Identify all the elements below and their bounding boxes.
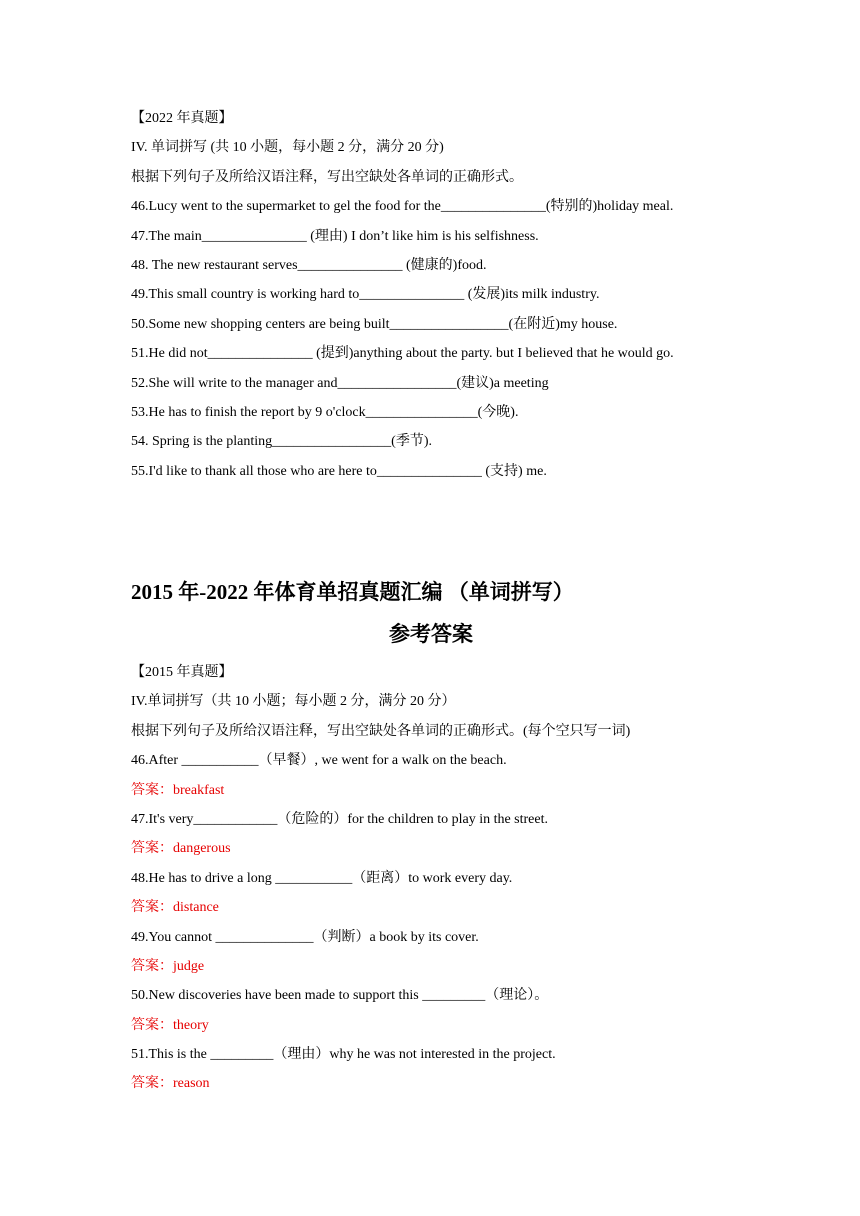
question-item: 48. The new restaurant serves_______________ (健康的)food. xyxy=(131,257,487,273)
instruction-text: 根据下列句子及所给汉语注释，写出空缺处各单词的正确形式。 xyxy=(131,169,523,185)
question-item: 48.He has to drive a long ___________（距离）to work every day. xyxy=(131,870,513,886)
answer-line: 答案：reason xyxy=(131,1076,210,1092)
answer-line: 答案：distance xyxy=(131,900,219,916)
document-subtitle: 参考答案 xyxy=(389,622,473,646)
question-item: 49.You cannot ______________（判断）a book by its cover. xyxy=(131,929,479,945)
answer-key-list xyxy=(131,658,831,1099)
question-item: 49.This small country is working hard to_______________ (发展)its milk industry. xyxy=(131,287,600,303)
answer-line: 答案：theory xyxy=(131,1017,209,1033)
question-item: 51.This is the _________（理由）why he was not interested in the project. xyxy=(131,1047,556,1063)
section-header: 【2015 年真题】 xyxy=(131,665,233,680)
answer-line: 答案：judge xyxy=(131,958,205,974)
part-heading: IV.单词拼写（共 10 小题；每小题 2 分，满分 20 分） xyxy=(131,694,456,710)
question-item: 52.She will write to the manager and_________________(建议)a meeting xyxy=(131,375,549,391)
question-item: 51.He did not_______________ (提到)anything about the party. but I believed that he would go. xyxy=(131,346,674,362)
question-item: 46.Lucy went to the supermarket to gel the food for the_______________(特别的)holiday meal. xyxy=(131,199,674,215)
answer-line: 答案：breakfast xyxy=(131,782,225,798)
answer-line: 答案：dangerous xyxy=(131,841,231,857)
question-item: 53.He has to finish the report by 9 o'clock________________(今晚). xyxy=(131,404,519,420)
answer-key-section xyxy=(131,576,831,1099)
question-item: 46.After ___________（早餐）, we went for a walk on the beach. xyxy=(131,753,507,769)
question-item: 55.I'd like to thank all those who are here to_______________ (支持) me. xyxy=(131,463,547,479)
question-item: 50.Some new shopping centers are being built_________________(在附近)my house. xyxy=(131,316,618,332)
document-title: 2015 年-2022 年体育单招真题汇编 （单词拼写） xyxy=(131,580,574,604)
part-heading: IV. 单词拼写 (共 10 小题，每小题 2 分，满分 20 分) xyxy=(131,140,444,156)
question-item: 47.The main_______________ (理由) I don’t like him is his selfishness. xyxy=(131,228,539,244)
section-2022 xyxy=(131,104,831,486)
instruction-text: 根据下列句子及所给汉语注释，写出空缺处各单词的正确形式。(每个空只写一词) xyxy=(131,723,631,739)
question-item: 50.New discoveries have been made to support this _________（理论）。 xyxy=(131,988,549,1004)
question-item: 54. Spring is the planting_________________(季节). xyxy=(131,434,432,450)
section-header: 【2022 年真题】 xyxy=(131,111,233,126)
question-item: 47.It's very____________（危险的）for the children to play in the street. xyxy=(131,811,548,827)
